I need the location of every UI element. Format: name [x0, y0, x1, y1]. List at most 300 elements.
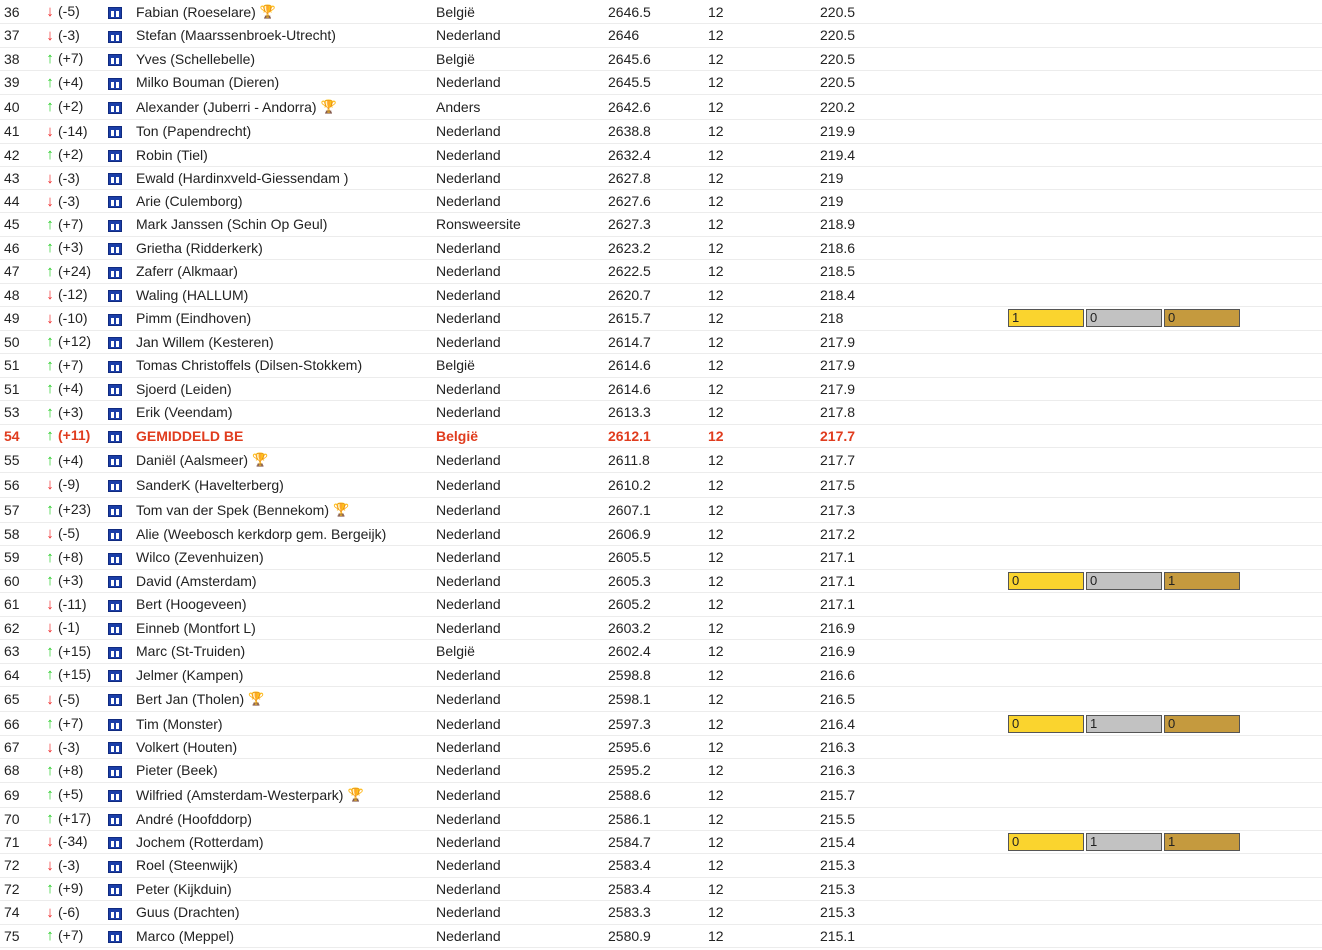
medal-cell — [1008, 782, 1322, 807]
player-country: Nederland — [436, 239, 501, 256]
arrow-up-icon: ↑ — [46, 666, 54, 684]
rank: 55 — [4, 452, 20, 468]
stats-icon[interactable] — [108, 196, 122, 208]
average-score: 215.3 — [820, 857, 856, 874]
table-row — [0, 283, 1322, 307]
table-row — [0, 663, 1322, 687]
rank-change — [44, 71, 108, 95]
player-country: Nederland — [436, 27, 501, 44]
total-score: 2614.6 — [608, 357, 651, 374]
stats-icon[interactable] — [108, 790, 122, 802]
stats-icon[interactable] — [108, 670, 122, 682]
rank-change — [44, 473, 108, 498]
rank-change — [44, 901, 108, 925]
games-played: 12 — [708, 476, 724, 493]
player-name-text[interactable]: Volkert (Houten) — [136, 739, 238, 755]
player-name-text[interactable]: GEMIDDELD BE — [136, 427, 244, 444]
player-country: Nederland — [436, 74, 501, 91]
table-row — [0, 593, 1322, 617]
rank: 49 — [4, 310, 20, 327]
silver-medal-count: 1 — [1086, 833, 1162, 851]
rank-change-value: (-6) — [58, 903, 80, 920]
average-score: 216.6 — [820, 666, 856, 683]
average-score: 217.5 — [820, 476, 856, 493]
games-played: 12 — [708, 927, 724, 944]
player-name-text[interactable]: Mark Janssen (Schin Op Geul) — [136, 216, 328, 233]
table-row — [0, 640, 1322, 664]
arrow-up-icon: ↑ — [46, 262, 54, 280]
stats-icon[interactable] — [108, 290, 122, 302]
total-score: 2584.7 — [608, 833, 651, 850]
arrow-down-icon: ↓ — [46, 169, 54, 187]
rank-change-value: (-11) — [58, 595, 87, 612]
player-country: België — [436, 3, 475, 20]
player-name-text[interactable]: David (Amsterdam) — [136, 572, 257, 589]
medal-cell — [1008, 354, 1322, 378]
stats-icon[interactable] — [108, 337, 122, 349]
total-score: 2623.2 — [608, 239, 651, 256]
games-played: 12 — [708, 380, 724, 397]
rank: 36 — [4, 3, 20, 20]
medal-cell — [1008, 424, 1322, 448]
player-name — [136, 24, 436, 48]
total-score: 2638.8 — [608, 123, 651, 139]
table-row — [0, 546, 1322, 570]
average-score: 215.3 — [820, 880, 856, 897]
stats-icon[interactable] — [108, 861, 122, 873]
table-row — [0, 924, 1322, 948]
rank-change-value: (+8) — [58, 761, 84, 778]
rank: 39 — [4, 74, 20, 91]
table-row — [0, 236, 1322, 260]
stats-icon[interactable] — [108, 7, 122, 19]
table-row — [0, 448, 1322, 473]
arrow-up-icon: ↑ — [46, 98, 54, 115]
stats-icon[interactable] — [108, 54, 122, 66]
rank: 60 — [4, 572, 20, 589]
stats-icon[interactable] — [108, 623, 122, 635]
average-score: 218.4 — [820, 286, 856, 303]
player-name-text[interactable]: SanderK (Havelterberg) — [136, 476, 284, 493]
stats-icon[interactable] — [108, 884, 122, 896]
trophy-icon: 🏆 — [252, 452, 269, 467]
player-name-text[interactable]: Arie (Culemborg) — [136, 193, 243, 209]
total-score: 2580.9 — [608, 927, 651, 944]
stats-icon[interactable] — [108, 719, 122, 731]
player-name-text[interactable]: Grietha (Ridderkerk) — [136, 239, 263, 256]
player-name — [136, 213, 436, 237]
player-name-text[interactable]: Jochem (Rotterdam) — [136, 833, 264, 850]
games-played: 12 — [708, 146, 724, 163]
player-name — [136, 497, 436, 522]
player-name — [136, 522, 436, 546]
stats-icon[interactable] — [108, 408, 122, 420]
player-country: Nederland — [436, 833, 501, 850]
medal-cell — [1008, 94, 1322, 119]
player-country: België — [436, 427, 479, 444]
player-country: Nederland — [436, 786, 501, 803]
rank-change — [44, 877, 108, 901]
games-played: 12 — [708, 263, 724, 280]
trophy-icon: 🏆 — [332, 501, 350, 517]
stats-icon[interactable] — [108, 837, 122, 849]
rank-change-value: (+5) — [58, 786, 84, 802]
player-country: Nederland — [436, 146, 501, 163]
player-country: Nederland — [436, 715, 501, 732]
average-score: 217.3 — [820, 501, 856, 518]
table-row — [0, 167, 1322, 190]
player-name — [136, 901, 436, 925]
medal-cell — [1008, 473, 1322, 498]
player-country: Nederland — [436, 762, 501, 779]
player-country: Nederland — [436, 666, 501, 683]
arrow-down-icon: ↓ — [46, 619, 54, 637]
player-name-text[interactable]: Jan Willem (Kesteren) — [136, 333, 274, 350]
total-score: 2615.7 — [608, 310, 651, 327]
player-name-text[interactable]: Tomas Christoffels (Dilsen-Stokkem) — [136, 357, 363, 374]
player-name-text[interactable]: André (Hoofddorp) — [136, 810, 252, 827]
medal-cell — [1008, 616, 1322, 640]
rank-change — [44, 663, 108, 687]
arrow-down-icon: ↓ — [46, 286, 54, 304]
rank: 58 — [4, 525, 20, 542]
bronze-medal-count: 0 — [1164, 309, 1240, 327]
player-name — [136, 190, 436, 213]
player-country: Nederland — [436, 501, 501, 518]
rank-change — [44, 119, 108, 143]
rank-change — [44, 807, 108, 830]
stats-icon[interactable] — [108, 529, 122, 541]
average-score: 218 — [820, 310, 844, 327]
arrow-up-icon: ↑ — [46, 810, 54, 827]
player-name — [136, 546, 436, 570]
average-score: 216.3 — [820, 739, 856, 755]
table-row — [0, 47, 1322, 71]
rank-change — [44, 167, 108, 190]
stats-icon[interactable] — [108, 126, 122, 138]
stats-icon[interactable] — [108, 694, 122, 706]
total-score: 2595.2 — [608, 762, 651, 779]
player-name-text[interactable]: Bert Jan (Tholen) — [136, 691, 245, 707]
player-name — [136, 0, 436, 24]
medal-cell — [1008, 546, 1322, 570]
medal-cell — [1008, 807, 1322, 830]
player-name — [136, 71, 436, 95]
stats-icon[interactable] — [108, 102, 122, 114]
total-score: 2598.1 — [608, 691, 651, 707]
stats-icon[interactable] — [108, 931, 122, 943]
total-score: 2614.7 — [608, 333, 651, 350]
medal-cell — [1008, 190, 1322, 213]
total-score: 2598.8 — [608, 666, 651, 683]
rank-change — [44, 0, 108, 24]
medal-cell — [1008, 448, 1322, 473]
player-name-text[interactable]: Alie (Weebosch kerkdorp gem. Bergeijk) — [136, 525, 387, 542]
stats-icon[interactable] — [108, 150, 122, 162]
stats-icon[interactable] — [108, 431, 122, 443]
player-name — [136, 283, 436, 307]
rank: 40 — [4, 98, 20, 115]
rank-change-value: (-14) — [58, 122, 88, 139]
arrow-up-icon: ↑ — [46, 501, 54, 518]
games-played: 12 — [708, 333, 724, 350]
medal-counts — [1008, 572, 1322, 590]
player-name-text[interactable]: Stefan (Maarssenbroek-Utrecht) — [136, 27, 336, 44]
stats-icon[interactable] — [108, 220, 122, 232]
stats-icon[interactable] — [108, 78, 122, 90]
total-score: 2602.4 — [608, 643, 651, 660]
player-country: België — [436, 50, 475, 67]
rank: 72 — [4, 857, 20, 874]
rank-change — [44, 213, 108, 237]
player-country: Nederland — [436, 263, 501, 280]
rank-change — [44, 522, 108, 546]
player-name-text[interactable]: Guus (Drachten) — [136, 904, 240, 921]
average-score: 220.5 — [820, 50, 856, 67]
medal-counts — [1008, 309, 1322, 327]
rank-change — [44, 424, 108, 448]
games-played: 12 — [708, 216, 724, 233]
average-score: 217.9 — [820, 357, 856, 374]
medal-cell — [1008, 640, 1322, 664]
rank: 74 — [4, 904, 20, 921]
rank-change-value: (+23) — [58, 501, 92, 517]
player-name-text[interactable]: Pimm (Eindhoven) — [136, 310, 252, 327]
player-country: Nederland — [436, 404, 501, 421]
arrow-down-icon: ↓ — [46, 595, 54, 613]
arrow-up-icon: ↑ — [46, 239, 54, 257]
total-score: 2622.5 — [608, 263, 651, 280]
player-name — [136, 640, 436, 664]
trophy-icon: 🏆 — [259, 3, 277, 19]
player-name — [136, 593, 436, 617]
player-name — [136, 354, 436, 378]
stats-icon[interactable] — [108, 243, 122, 255]
player-country: Nederland — [436, 170, 501, 186]
player-name — [136, 663, 436, 687]
rank-change — [44, 94, 108, 119]
average-score: 216.9 — [820, 619, 856, 636]
table-row — [0, 143, 1322, 167]
stats-icon[interactable] — [108, 361, 122, 373]
stats-icon[interactable] — [108, 553, 122, 565]
rank: 51 — [4, 357, 20, 374]
medal-cell — [1008, 522, 1322, 546]
rank-change-value: (+7) — [58, 50, 84, 67]
player-name — [136, 854, 436, 878]
medal-cell — [1008, 119, 1322, 143]
rank: 45 — [4, 216, 20, 233]
stats-icon[interactable] — [108, 314, 122, 326]
table-row — [0, 782, 1322, 807]
rank: 50 — [4, 333, 20, 350]
player-name-text[interactable]: Waling (HALLUM) — [136, 286, 249, 303]
player-name-text[interactable]: Roel (Steenwijk) — [136, 857, 238, 874]
average-score: 217.9 — [820, 380, 856, 397]
player-name-text[interactable]: Einneb (Montfort L) — [136, 619, 256, 636]
player-name-text[interactable]: Robin (Tiel) — [136, 146, 208, 163]
player-name — [136, 236, 436, 260]
arrow-down-icon: ↓ — [46, 309, 54, 327]
total-score: 2583.4 — [608, 857, 651, 874]
player-name-text[interactable]: Peter (Kijkduin) — [136, 880, 232, 897]
stats-icon[interactable] — [108, 576, 122, 588]
stats-icon[interactable] — [108, 766, 122, 778]
rank-change-value: (+17) — [58, 810, 92, 826]
medal-cell — [1008, 712, 1322, 736]
player-name — [136, 759, 436, 783]
stats-icon[interactable] — [108, 742, 122, 754]
games-played: 12 — [708, 404, 724, 421]
rank: 37 — [4, 27, 20, 44]
medal-cell — [1008, 283, 1322, 307]
rank-change-value: (-12) — [58, 286, 88, 303]
stats-icon[interactable] — [108, 480, 122, 492]
player-name-text[interactable]: Ton (Papendrecht) — [136, 123, 252, 139]
rank-change-value: (-10) — [58, 309, 88, 326]
player-name — [136, 143, 436, 167]
player-country: Nederland — [436, 380, 501, 397]
player-name-text[interactable]: Wilco (Zevenhuizen) — [136, 549, 264, 566]
player-name-text[interactable]: Tim (Monster) — [136, 715, 223, 732]
player-name-text[interactable]: Marc (St-Truiden) — [136, 643, 246, 660]
table-row — [0, 497, 1322, 522]
arrow-up-icon: ↑ — [46, 451, 54, 469]
total-score: 2620.7 — [608, 286, 651, 303]
games-played: 12 — [708, 98, 724, 115]
games-played: 12 — [708, 880, 724, 897]
rank: 69 — [4, 786, 20, 803]
games-played: 12 — [708, 619, 724, 636]
rank: 70 — [4, 810, 20, 827]
player-country: Nederland — [436, 596, 501, 613]
total-score: 2645.6 — [608, 50, 651, 67]
arrow-down-icon: ↓ — [46, 122, 54, 140]
medal-cell — [1008, 877, 1322, 901]
average-score: 216.9 — [820, 643, 856, 660]
player-name-text[interactable]: Erik (Veendam) — [136, 404, 233, 421]
total-score: 2597.3 — [608, 715, 651, 732]
average-score: 217.7 — [820, 452, 856, 468]
stats-icon[interactable] — [108, 384, 122, 396]
stats-icon[interactable] — [108, 908, 122, 920]
player-name-text[interactable]: Daniël (Aalsmeer) — [136, 452, 249, 468]
games-played: 12 — [708, 596, 724, 613]
player-name-text[interactable]: Tom van der Spek (Bennekom) — [136, 501, 329, 518]
rank-change-value: (+4) — [58, 380, 84, 397]
stats-icon[interactable] — [108, 173, 122, 185]
player-name-text[interactable]: Milko Bouman (Dieren) — [136, 74, 280, 91]
stats-icon[interactable] — [108, 600, 122, 612]
player-name-text[interactable]: Ewald (Hardinxveld-Giessendam ) — [136, 170, 349, 186]
player-name-text[interactable]: Yves (Schellebelle) — [136, 50, 256, 67]
medal-cell — [1008, 687, 1322, 712]
medal-counts — [1008, 715, 1322, 733]
player-name-text[interactable]: Sjoerd (Leiden) — [136, 380, 232, 397]
player-country: Nederland — [436, 333, 501, 350]
arrow-down-icon: ↓ — [46, 192, 54, 210]
games-played: 12 — [708, 193, 724, 209]
player-name — [136, 782, 436, 807]
player-name-text[interactable]: Wilfried (Amsterdam-Westerpark) — [136, 786, 344, 803]
rank-change-value: (-3) — [58, 856, 80, 873]
total-score: 2605.2 — [608, 596, 651, 613]
games-played: 12 — [708, 786, 724, 803]
rank: 53 — [4, 404, 20, 421]
total-score: 2610.2 — [608, 476, 651, 493]
player-name-text[interactable]: Pieter (Beek) — [136, 762, 218, 779]
games-played: 12 — [708, 27, 724, 44]
rank: 66 — [4, 715, 20, 732]
rank-change — [44, 782, 108, 807]
player-name-text[interactable]: Fabian (Roeselare) — [136, 3, 256, 20]
games-played: 12 — [708, 452, 724, 468]
medal-cell — [1008, 213, 1322, 237]
arrow-down-icon: ↓ — [46, 476, 54, 494]
table-row — [0, 522, 1322, 546]
player-name-text[interactable]: Bert (Hoogeveen) — [136, 596, 247, 613]
stats-icon[interactable] — [108, 31, 122, 43]
games-played: 12 — [708, 50, 724, 67]
player-name-text[interactable]: Jelmer (Kampen) — [136, 666, 244, 683]
stats-icon[interactable] — [108, 647, 122, 659]
rank: 64 — [4, 666, 20, 683]
rank-change — [44, 759, 108, 783]
player-country: Nederland — [436, 476, 501, 493]
player-name-text[interactable]: Alexander (Juberri - Andorra) — [136, 98, 317, 115]
average-score: 219 — [820, 170, 844, 186]
average-score: 218.5 — [820, 263, 856, 280]
rank-change-value: (+7) — [58, 356, 84, 373]
rank-change — [44, 924, 108, 948]
games-played: 12 — [708, 666, 724, 683]
player-name — [136, 807, 436, 830]
rank-change — [44, 569, 108, 593]
average-score: 220.5 — [820, 3, 856, 20]
arrow-down-icon: ↓ — [46, 26, 54, 44]
stats-icon[interactable] — [108, 814, 122, 826]
player-name — [136, 736, 436, 759]
player-name — [136, 924, 436, 948]
player-country: Nederland — [436, 927, 501, 944]
games-played: 12 — [708, 310, 724, 327]
player-name-text[interactable]: Zaferr (Alkmaar) — [136, 263, 238, 280]
silver-medal-count: 0 — [1086, 572, 1162, 590]
stats-icon[interactable] — [108, 505, 122, 517]
trophy-icon: 🏆 — [320, 98, 337, 114]
table-row — [0, 830, 1322, 854]
stats-icon[interactable] — [108, 455, 122, 467]
medal-counts — [1008, 833, 1322, 851]
medal-cell — [1008, 663, 1322, 687]
table-row — [0, 759, 1322, 783]
rank: 43 — [4, 170, 20, 186]
rank-change-value: (-3) — [58, 192, 80, 209]
trophy-icon: 🏆 — [248, 691, 265, 706]
player-name — [136, 401, 436, 425]
average-score: 216.3 — [820, 762, 856, 779]
average-score: 219 — [820, 193, 844, 209]
player-name-text[interactable]: Marco (Meppel) — [136, 927, 235, 944]
rank: 63 — [4, 643, 20, 660]
rank-change-value: (+24) — [58, 262, 92, 279]
rank: 47 — [4, 263, 20, 280]
stats-icon[interactable] — [108, 267, 122, 279]
medal-cell — [1008, 24, 1322, 48]
arrow-up-icon: ↑ — [46, 572, 54, 590]
rank-change-value: (+8) — [58, 548, 84, 565]
rank-change — [44, 143, 108, 167]
